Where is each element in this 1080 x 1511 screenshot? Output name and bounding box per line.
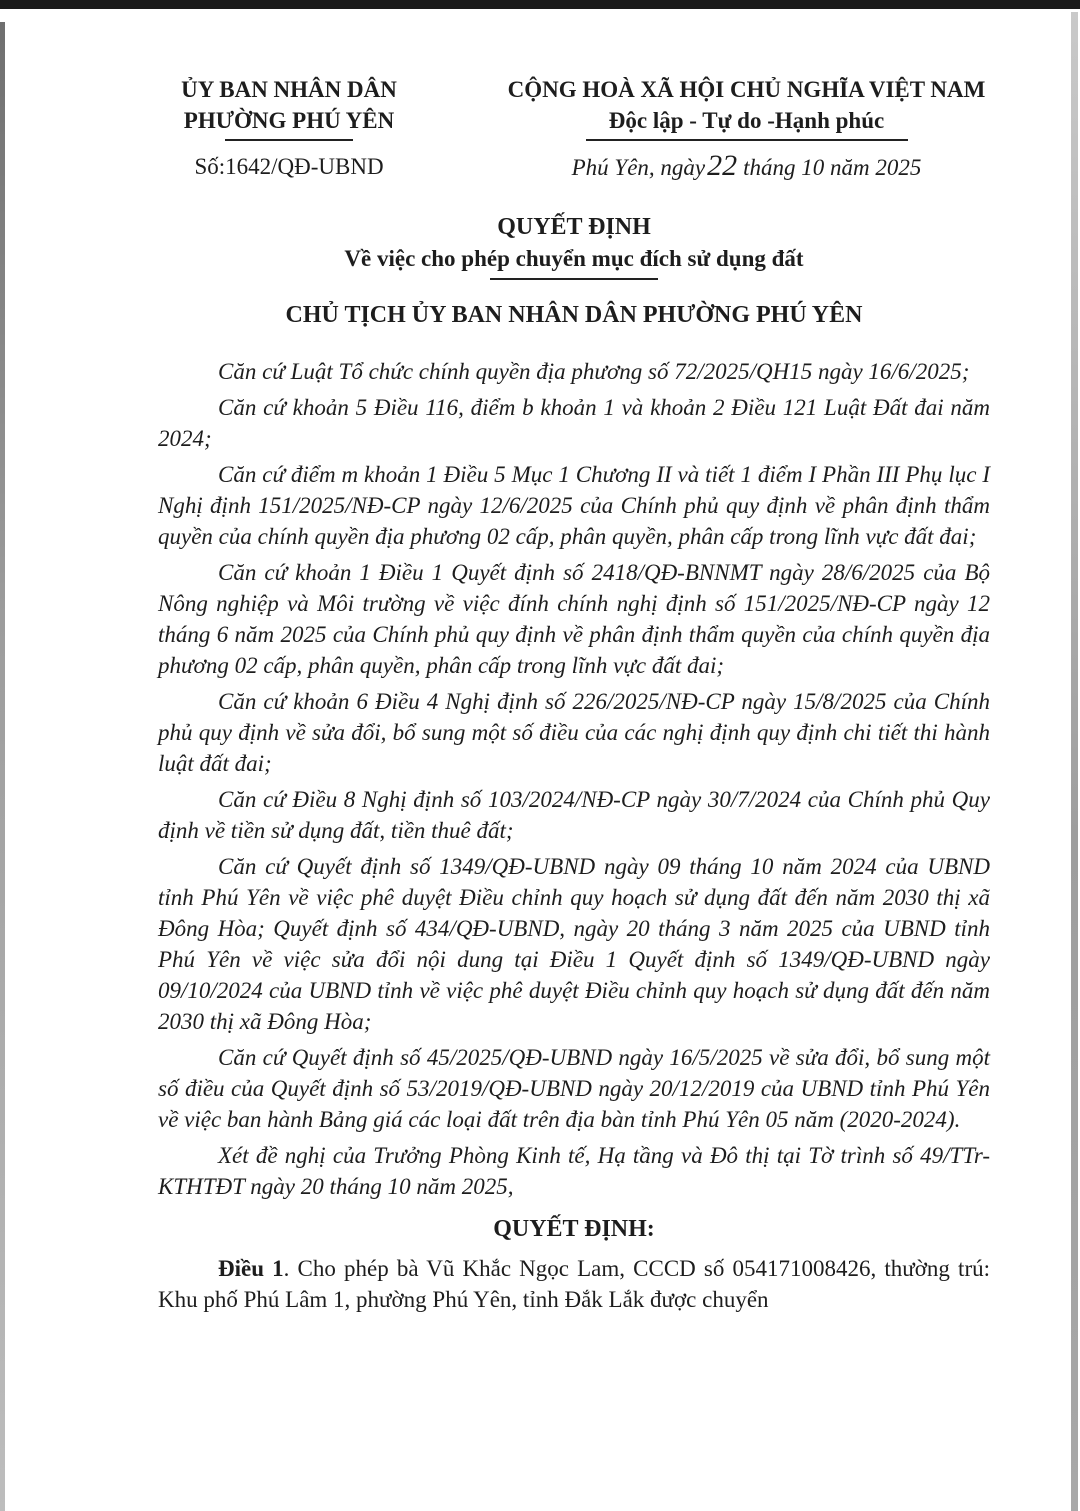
- scan-left-edge: [0, 22, 5, 1511]
- article-1-label: Điều 1: [218, 1256, 284, 1281]
- preamble-paragraph: Căn cứ khoản 6 Điều 4 Nghị định số 226/2025/NĐ-CP ngày 15/8/2025 của Chính phủ quy định về sửa đổi, bổ sung một số điều của các nghị định quy định chi tiết thi hành luật đất đai;: [158, 689, 990, 776]
- document-content: [158, 74, 990, 1320]
- subject-underline: [490, 278, 658, 280]
- preamble-paragraph: Căn cứ Điều 8 Nghị định số 103/2024/NĐ-CP ngày 30/7/2024 của Chính phủ Quy định về tiền sử dụng đất, tiền thuê đất;: [158, 787, 990, 843]
- preamble-paragraph: Căn cứ khoản 1 Điều 1 Quyết định số 2418/QĐ-BNNMT ngày 28/6/2025 của Bộ Nông nghiệp và Môi trường về việc đính chính nghị định số 151/2025/NĐ-CP ngày 12 tháng 6 năm 2025 của Chính phủ quy định về phân định thẩm quyền của chính quyền địa phương 02 cấp, phân quyền, phân cấp trong lĩnh vực đất đai;: [158, 560, 990, 678]
- preamble-paragraph: Căn cứ Quyết định số 45/2025/QĐ-UBND ngày 16/5/2025 về sửa đổi, bổ sung một số điều của Quyết định số 53/2019/QĐ-UBND ngày 20/12/2019 của UBND tỉnh Phú Yên về việc ban hành Bảng giá các loại đất trên địa bàn tỉnh Phú Yên 05 năm (2020-2024).: [158, 1045, 990, 1132]
- decision-heading: QUYẾT ĐỊNH: [497, 214, 651, 240]
- issue-date-day: 22: [707, 149, 738, 182]
- issue-date-suffix: tháng 10 năm 2025: [743, 155, 922, 180]
- article-1: [158, 1253, 990, 1315]
- scan-top-edge: [0, 0, 1080, 9]
- decision-subject: Về việc cho phép chuyển mục đích sử dụng đất: [344, 246, 804, 271]
- article-1-text: . Cho phép bà Vũ Khắc Ngọc Lam, CCCD số 054171008426, thường trú: Khu phố Phú Lâm 1, phường Phú Yên, tỉnh Đắk Lắk được chuyển: [158, 1256, 990, 1312]
- national-header-block: [503, 74, 990, 183]
- issuing-org-locality: PHƯỜNG PHÚ YÊN: [183, 108, 395, 133]
- issuing-org-block: [163, 74, 415, 180]
- resolution-heading: QUYẾT ĐỊNH:: [493, 1216, 655, 1242]
- preamble-paragraph: Căn cứ Luật Tổ chức chính quyền địa phương số 72/2025/QH15 ngày 16/6/2025;: [218, 359, 970, 384]
- issue-date-prefix: Phú Yên, ngày: [571, 155, 706, 180]
- preamble-paragraph: Xét đề nghị của Trưởng Phòng Kinh tế, Hạ tầng và Đô thị tại Tờ trình số 49/TTr-KTHTĐT ngày 20 tháng 10 năm 2025,: [158, 1143, 990, 1199]
- document-body: [158, 356, 990, 1315]
- national-motto: Độc lập - Tự do -Hạnh phúc: [608, 108, 885, 133]
- title-block: [158, 212, 990, 329]
- issuing-authority: CHỦ TỊCH ỦY BAN NHÂN DÂN PHƯỜNG PHÚ YÊN: [285, 302, 863, 328]
- org-underline: [225, 139, 353, 141]
- document-number: Số:1642/QĐ-UBND: [194, 154, 384, 179]
- preamble-paragraph: Căn cứ điểm m khoản 1 Điều 5 Mục 1 Chương II và tiết 1 điểm I Phần III Phụ lục I Nghị định 151/2025/NĐ-CP ngày 12/6/2025 của Chính phủ quy định về phân định thẩm quyền của chính quyền địa phương 02 cấp, phân quyền, phân cấp trong lĩnh vực đất đai;: [158, 462, 990, 549]
- preamble-paragraph: Căn cứ khoản 5 Điều 116, điểm b khoản 1 và khoản 2 Điều 121 Luật Đất đai năm 2024;: [158, 395, 990, 451]
- preamble-paragraph: Căn cứ Quyết định số 1349/QĐ-UBND ngày 09 tháng 10 năm 2024 của UBND tỉnh Phú Yên về việc phê duyệt Điều chỉnh quy hoạch sử dụng đất đến năm 2030 thị xã Đông Hòa; Quyết định số 434/QĐ-UBND, ngày 20 tháng 3 năm 2025 của UBND tỉnh Phú Yên về việc sửa đổi nội dung tại Điều 1 Quyết định số 1349/QĐ-UBND ngày 09/10/2024 của UBND tỉnh về việc phê duyệt Điều chỉnh quy hoạch sử dụng đất đến năm 2030 thị xã Đông Hòa;: [158, 854, 990, 1034]
- issue-date-line: [503, 149, 990, 183]
- national-name: CỘNG HOÀ XÃ HỘI CHỦ NGHĨA VIỆT NAM: [507, 77, 986, 102]
- motto-underline: [586, 139, 908, 141]
- issuing-org-name: ỦY BAN NHÂN DÂN: [181, 77, 397, 102]
- document-header: [158, 74, 990, 196]
- scan-right-edge: [1071, 12, 1078, 1511]
